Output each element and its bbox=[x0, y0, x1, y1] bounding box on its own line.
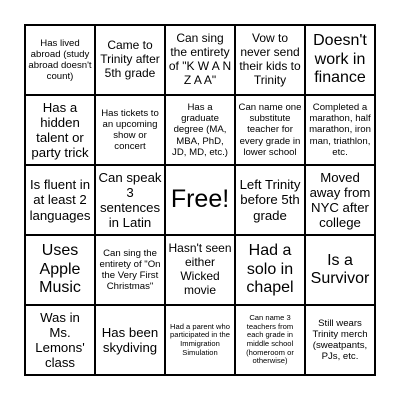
bingo-cell-r4c1[interactable] bbox=[25, 235, 95, 305]
bingo-cell-r2c3[interactable] bbox=[165, 95, 235, 165]
bingo-cell-r1c4[interactable] bbox=[235, 25, 305, 95]
bingo-cell-r5c1[interactable] bbox=[25, 305, 95, 375]
cell-text: Can name one substitute teacher for every grade in lower school bbox=[238, 102, 302, 158]
bingo-cell-r4c3[interactable] bbox=[165, 235, 235, 305]
bingo-cell-r1c5[interactable] bbox=[305, 25, 375, 95]
cell-text: Can speak 3 sentences in Latin bbox=[98, 169, 162, 231]
bingo-cell-r3c1[interactable] bbox=[25, 165, 95, 235]
bingo-cell-r5c5[interactable] bbox=[305, 305, 375, 375]
cell-text: Hasn't seen either Wicked movie bbox=[168, 241, 232, 297]
cell-text: Vow to never send their kids to Trinity bbox=[239, 31, 301, 87]
cell-text: Completed a marathon, half marathon, iron man, triathlon, etc. bbox=[309, 102, 371, 158]
cell-text: Has lived abroad (study abroad doesn't count) bbox=[28, 37, 92, 83]
bingo-cell-r3c2[interactable] bbox=[95, 165, 165, 235]
cell-text: Had a solo in chapel bbox=[246, 242, 294, 297]
cell-text: Is fluent in at least 2 languages bbox=[29, 177, 91, 223]
cell-text: Moved away from NYC after college bbox=[309, 169, 371, 231]
cell-text: Uses Apple Music bbox=[39, 242, 81, 297]
cell-text: Left Trinity before 5th grade bbox=[239, 177, 301, 223]
bingo-cell-r1c2[interactable] bbox=[95, 25, 165, 95]
bingo-cell-r3c5[interactable] bbox=[305, 165, 375, 235]
bingo-cell-r4c2[interactable] bbox=[95, 235, 165, 305]
bingo-cell-r4c4[interactable] bbox=[235, 235, 305, 305]
bingo-cell-r2c5[interactable] bbox=[305, 95, 375, 165]
cell-text: Can sing the entirety of "K W A N Z A A" bbox=[168, 31, 232, 87]
bingo-cell-r1c3[interactable] bbox=[165, 25, 235, 95]
cell-text: Can sing the entirety of "On the Very First Christmas" bbox=[99, 247, 161, 293]
bingo-cell-free[interactable] bbox=[165, 165, 235, 235]
cell-text: Doesn't work in finance bbox=[313, 32, 367, 87]
bingo-cell-r1c1[interactable] bbox=[25, 25, 95, 95]
cell-text: Is a Survivor bbox=[310, 251, 370, 287]
bingo-cell-r5c3[interactable] bbox=[165, 305, 235, 375]
cell-text: Came to Trinity after 5th grade bbox=[100, 38, 160, 80]
bingo-cell-r5c2[interactable] bbox=[95, 305, 165, 375]
cell-text: Still wears Trinity merch (sweatpants, PJs, etc. bbox=[312, 317, 368, 363]
cell-text: Free! bbox=[170, 185, 230, 214]
cell-text: Had a parent who participated in the Immigration Simulation bbox=[170, 321, 230, 357]
bingo-cell-r2c4[interactable] bbox=[235, 95, 305, 165]
bingo-cell-r5c4[interactable] bbox=[235, 305, 305, 375]
bingo-cell-r4c5[interactable] bbox=[305, 235, 375, 305]
cell-text: Was in Ms. Lemons' class bbox=[35, 309, 85, 371]
cell-text: Has a graduate degree (MA, MBA, PhD, JD, MD, etc.) bbox=[172, 102, 228, 158]
cell-text: Has a hidden talent or party trick bbox=[31, 99, 89, 161]
cell-text: Can name 3 teachers from each grade in middle school (homeroom or otherwise) bbox=[246, 312, 294, 366]
bingo-cell-r2c2[interactable] bbox=[95, 95, 165, 165]
bingo-cell-r3c4[interactable] bbox=[235, 165, 305, 235]
bingo-card bbox=[24, 24, 376, 376]
cell-text: Has been skydiving bbox=[101, 324, 159, 355]
cell-text: Has tickets to an upcoming show or concert bbox=[101, 107, 159, 153]
bingo-cell-r2c1[interactable] bbox=[25, 95, 95, 165]
